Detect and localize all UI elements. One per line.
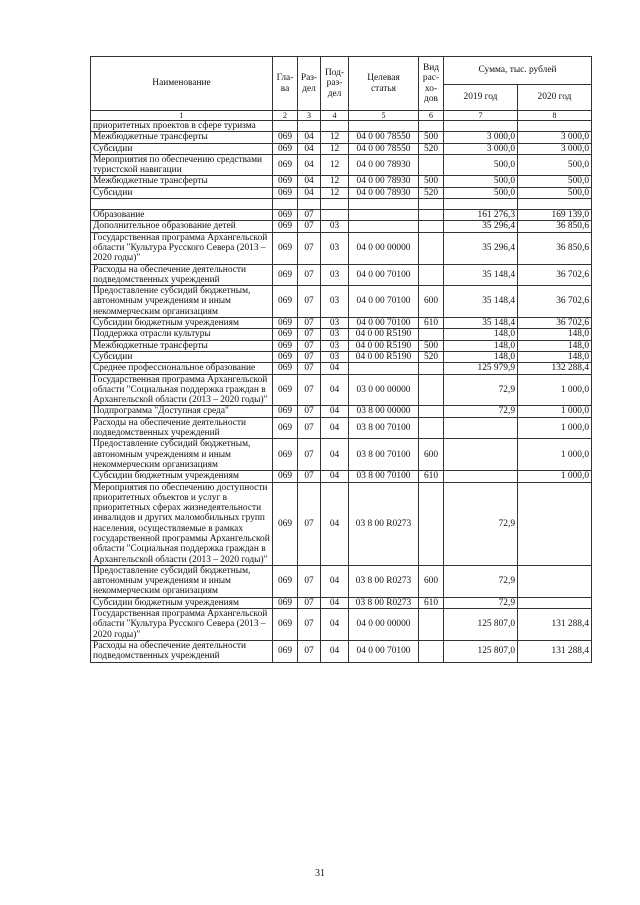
cell-2020: 1 000,0 bbox=[518, 374, 592, 406]
cell-2020: 148,0 bbox=[518, 351, 592, 362]
table-row bbox=[91, 143, 592, 154]
cell-2020: 36 850,6 bbox=[518, 221, 592, 232]
cell-name: Государственная программа Архангельской области "Социальная поддержка граждан в Архангельской области (2013 – 2020 годы)" bbox=[91, 374, 273, 406]
table-row bbox=[91, 210, 592, 221]
cell-vid bbox=[419, 154, 444, 176]
cell-podrazdel: 04 bbox=[321, 482, 349, 565]
table-row bbox=[91, 597, 592, 608]
cell-glava: 069 bbox=[273, 187, 298, 198]
cell-glava: 069 bbox=[273, 176, 298, 187]
cell-name: Межбюджетные трансферты bbox=[91, 176, 273, 187]
cell-2019: 35 148,4 bbox=[444, 264, 518, 286]
cell-target: 03 8 00 70100 bbox=[349, 417, 419, 439]
cell-target: 04 0 00 78550 bbox=[349, 143, 419, 154]
cell-2019: 500,0 bbox=[444, 154, 518, 176]
cell-vid: 610 bbox=[419, 471, 444, 482]
cell-name: Расходы на обеспечение деятельности подведомственных учреждений bbox=[91, 417, 273, 439]
cell-target: 04 0 00 70100 bbox=[349, 286, 419, 318]
table-row bbox=[91, 340, 592, 351]
cell-glava bbox=[273, 199, 298, 210]
cell-razdel bbox=[298, 121, 321, 132]
cell-glava: 069 bbox=[273, 132, 298, 143]
budget-table bbox=[90, 56, 592, 663]
cell-glava: 069 bbox=[273, 439, 298, 471]
cell-name: Расходы на обеспечение деятельности подведомственных учреждений bbox=[91, 640, 273, 662]
cell-name: Предоставление субсидий бюджетным, автономным учреждениям и иным некоммерческим организациям bbox=[91, 439, 273, 471]
cell-2020: 3 000,0 bbox=[518, 132, 592, 143]
table-body bbox=[91, 121, 592, 663]
cell-podrazdel: 03 bbox=[321, 318, 349, 329]
cell-2020: 500,0 bbox=[518, 187, 592, 198]
cell-podrazdel: 12 bbox=[321, 154, 349, 176]
cell-name: Подпрограмма "Доступная среда" bbox=[91, 406, 273, 417]
cell-2019 bbox=[444, 121, 518, 132]
header-year-2020: 2020 год bbox=[518, 85, 592, 111]
cell-razdel: 07 bbox=[298, 597, 321, 608]
cell-vid bbox=[419, 221, 444, 232]
cell-2020: 36 702,6 bbox=[518, 318, 592, 329]
table-row bbox=[91, 406, 592, 417]
cell-target: 04 0 00 00000 bbox=[349, 609, 419, 641]
cell-podrazdel: 12 bbox=[321, 143, 349, 154]
cell-razdel: 07 bbox=[298, 232, 321, 264]
cell-razdel: 07 bbox=[298, 340, 321, 351]
table-row bbox=[91, 609, 592, 641]
cell-razdel: 07 bbox=[298, 640, 321, 662]
cell-razdel: 07 bbox=[298, 286, 321, 318]
cell-2020: 3 000,0 bbox=[518, 143, 592, 154]
cell-2019: 148,0 bbox=[444, 329, 518, 340]
cell-2019: 72,9 bbox=[444, 406, 518, 417]
cell-target: 03 8 00 70100 bbox=[349, 439, 419, 471]
cell-podrazdel: 04 bbox=[321, 565, 349, 597]
cell-podrazdel: 04 bbox=[321, 374, 349, 406]
cell-razdel: 07 bbox=[298, 417, 321, 439]
cell-target: 04 0 00 R5190 bbox=[349, 351, 419, 362]
table-row bbox=[91, 640, 592, 662]
cell-vid: 600 bbox=[419, 286, 444, 318]
table-row bbox=[91, 286, 592, 318]
table-row bbox=[91, 482, 592, 565]
cell-glava: 069 bbox=[273, 640, 298, 662]
cell-podrazdel: 03 bbox=[321, 232, 349, 264]
cell-vid: 500 bbox=[419, 132, 444, 143]
cell-2019: 161 276,3 bbox=[444, 210, 518, 221]
cell-podrazdel: 04 bbox=[321, 417, 349, 439]
cell-glava: 069 bbox=[273, 329, 298, 340]
table-row bbox=[91, 565, 592, 597]
table-row bbox=[91, 363, 592, 374]
cell-podrazdel bbox=[321, 121, 349, 132]
cell-podrazdel: 04 bbox=[321, 439, 349, 471]
column-number: 6 bbox=[419, 111, 444, 121]
cell-podrazdel: 04 bbox=[321, 640, 349, 662]
cell-glava: 069 bbox=[273, 210, 298, 221]
cell-2019: 125 807,0 bbox=[444, 640, 518, 662]
cell-2020 bbox=[518, 199, 592, 210]
cell-2019: 125 979,9 bbox=[444, 363, 518, 374]
cell-razdel: 04 bbox=[298, 187, 321, 198]
cell-name: Субсидии bbox=[91, 351, 273, 362]
cell-name: Субсидии бюджетным учреждениям bbox=[91, 318, 273, 329]
cell-vid: 610 bbox=[419, 597, 444, 608]
cell-2019: 35 148,4 bbox=[444, 286, 518, 318]
cell-razdel: 07 bbox=[298, 439, 321, 471]
cell-2020: 36 702,6 bbox=[518, 286, 592, 318]
column-number: 7 bbox=[444, 111, 518, 121]
column-number: 3 bbox=[298, 111, 321, 121]
cell-target bbox=[349, 221, 419, 232]
cell-podrazdel bbox=[321, 210, 349, 221]
cell-glava: 069 bbox=[273, 363, 298, 374]
cell-name: Поддержка отрасли культуры bbox=[91, 329, 273, 340]
cell-2019 bbox=[444, 439, 518, 471]
table-row bbox=[91, 154, 592, 176]
cell-glava: 069 bbox=[273, 597, 298, 608]
cell-glava: 069 bbox=[273, 340, 298, 351]
header-year-2019: 2019 год bbox=[444, 85, 518, 111]
cell-name bbox=[91, 199, 273, 210]
cell-2020 bbox=[518, 565, 592, 597]
cell-glava bbox=[273, 121, 298, 132]
cell-target: 03 8 00 R0273 bbox=[349, 565, 419, 597]
header-target: Целевая статья bbox=[349, 57, 419, 111]
cell-2019: 148,0 bbox=[444, 351, 518, 362]
cell-razdel: 04 bbox=[298, 143, 321, 154]
cell-vid bbox=[419, 406, 444, 417]
cell-glava: 069 bbox=[273, 471, 298, 482]
cell-name: приоритетных проектов в сфере туризма bbox=[91, 121, 273, 132]
cell-2020: 148,0 bbox=[518, 340, 592, 351]
cell-podrazdel: 04 bbox=[321, 471, 349, 482]
cell-vid: 520 bbox=[419, 351, 444, 362]
cell-podrazdel: 04 bbox=[321, 363, 349, 374]
table-row bbox=[91, 329, 592, 340]
cell-2020: 1 000,0 bbox=[518, 471, 592, 482]
page-number: 31 bbox=[315, 868, 325, 879]
cell-name: Государственная программа Архангельской области "Культура Русского Севера (2013 – 2020 годы)" bbox=[91, 232, 273, 264]
cell-2020 bbox=[518, 597, 592, 608]
cell-glava: 069 bbox=[273, 286, 298, 318]
cell-name: Субсидии бюджетным учреждениям bbox=[91, 471, 273, 482]
table-row bbox=[91, 318, 592, 329]
cell-2019: 72,9 bbox=[444, 597, 518, 608]
header-sum: Сумма, тыс. рублей bbox=[444, 57, 592, 85]
cell-name: Образование bbox=[91, 210, 273, 221]
cell-name: Субсидии bbox=[91, 143, 273, 154]
cell-2020 bbox=[518, 482, 592, 565]
cell-target bbox=[349, 121, 419, 132]
cell-name: Предоставление субсидий бюджетным, автономным учреждениям и иным некоммерческим организациям bbox=[91, 286, 273, 318]
cell-name: Субсидии bbox=[91, 187, 273, 198]
table-row bbox=[91, 187, 592, 198]
table-row bbox=[91, 199, 592, 210]
cell-glava: 069 bbox=[273, 232, 298, 264]
header-vid: Вид рас- хо- дов bbox=[419, 57, 444, 111]
cell-2020 bbox=[518, 121, 592, 132]
cell-vid bbox=[419, 363, 444, 374]
header-podrazdel: Под- раз- дел bbox=[321, 57, 349, 111]
cell-vid: 500 bbox=[419, 340, 444, 351]
cell-2019 bbox=[444, 471, 518, 482]
cell-target: 04 0 00 70100 bbox=[349, 640, 419, 662]
cell-razdel: 04 bbox=[298, 132, 321, 143]
cell-vid bbox=[419, 482, 444, 565]
cell-glava: 069 bbox=[273, 609, 298, 641]
cell-razdel: 07 bbox=[298, 221, 321, 232]
cell-podrazdel: 12 bbox=[321, 187, 349, 198]
cell-2020: 36 850,6 bbox=[518, 232, 592, 264]
table-row bbox=[91, 121, 592, 132]
cell-razdel: 07 bbox=[298, 264, 321, 286]
cell-target bbox=[349, 363, 419, 374]
cell-glava: 069 bbox=[273, 417, 298, 439]
cell-name: Государственная программа Архангельской области "Культура Русского Севера (2013 – 2020 годы)" bbox=[91, 609, 273, 641]
cell-2019: 3 000,0 bbox=[444, 143, 518, 154]
cell-glava: 069 bbox=[273, 374, 298, 406]
cell-2020: 132 288,4 bbox=[518, 363, 592, 374]
cell-2019: 148,0 bbox=[444, 340, 518, 351]
cell-podrazdel: 03 bbox=[321, 286, 349, 318]
table-row bbox=[91, 374, 592, 406]
cell-podrazdel: 04 bbox=[321, 609, 349, 641]
cell-podrazdel: 03 bbox=[321, 340, 349, 351]
cell-2019: 500,0 bbox=[444, 176, 518, 187]
cell-razdel bbox=[298, 199, 321, 210]
cell-vid: 500 bbox=[419, 176, 444, 187]
cell-name: Предоставление субсидий бюджетным, автономным учреждениям и иным некоммерческим организациям bbox=[91, 565, 273, 597]
cell-2020: 36 702,6 bbox=[518, 264, 592, 286]
cell-target: 03 8 00 70100 bbox=[349, 471, 419, 482]
cell-glava: 069 bbox=[273, 154, 298, 176]
cell-razdel: 07 bbox=[298, 565, 321, 597]
cell-vid: 600 bbox=[419, 565, 444, 597]
cell-razdel: 07 bbox=[298, 329, 321, 340]
header-glava: Гла- ва bbox=[273, 57, 298, 111]
cell-2019: 72,9 bbox=[444, 482, 518, 565]
cell-vid bbox=[419, 329, 444, 340]
cell-razdel: 07 bbox=[298, 482, 321, 565]
cell-name: Межбюджетные трансферты bbox=[91, 340, 273, 351]
table-row bbox=[91, 439, 592, 471]
cell-glava: 069 bbox=[273, 351, 298, 362]
cell-2019: 72,9 bbox=[444, 565, 518, 597]
cell-target: 04 0 00 78550 bbox=[349, 132, 419, 143]
cell-podrazdel: 04 bbox=[321, 597, 349, 608]
cell-glava: 069 bbox=[273, 406, 298, 417]
cell-vid bbox=[419, 199, 444, 210]
table-row bbox=[91, 176, 592, 187]
cell-razdel: 07 bbox=[298, 471, 321, 482]
cell-target: 03 8 00 R0273 bbox=[349, 482, 419, 565]
table-row bbox=[91, 132, 592, 143]
cell-podrazdel: 12 bbox=[321, 132, 349, 143]
header-name: Наименование bbox=[91, 57, 273, 111]
table-row bbox=[91, 471, 592, 482]
cell-target: 03 8 00 00000 bbox=[349, 406, 419, 417]
cell-razdel: 04 bbox=[298, 176, 321, 187]
cell-razdel: 07 bbox=[298, 210, 321, 221]
cell-target: 04 0 00 70100 bbox=[349, 264, 419, 286]
cell-razdel: 07 bbox=[298, 406, 321, 417]
cell-vid: 610 bbox=[419, 318, 444, 329]
cell-razdel: 07 bbox=[298, 351, 321, 362]
cell-name: Расходы на обеспечение деятельности подведомственных учреждений bbox=[91, 264, 273, 286]
cell-podrazdel: 03 bbox=[321, 264, 349, 286]
cell-2019: 35 296,4 bbox=[444, 221, 518, 232]
cell-glava: 069 bbox=[273, 143, 298, 154]
column-number: 2 bbox=[273, 111, 298, 121]
column-number: 4 bbox=[321, 111, 349, 121]
cell-name: Мероприятия по обеспечению средствами туристской навигации bbox=[91, 154, 273, 176]
cell-2020: 148,0 bbox=[518, 329, 592, 340]
cell-vid bbox=[419, 264, 444, 286]
cell-2019: 35 296,4 bbox=[444, 232, 518, 264]
cell-2019 bbox=[444, 199, 518, 210]
cell-razdel: 07 bbox=[298, 318, 321, 329]
cell-2020: 1 000,0 bbox=[518, 439, 592, 471]
cell-target: 03 0 00 00000 bbox=[349, 374, 419, 406]
column-number: 8 bbox=[518, 111, 592, 121]
cell-2020: 169 139,0 bbox=[518, 210, 592, 221]
cell-name: Дополнительное образование детей bbox=[91, 221, 273, 232]
cell-name: Субсидии бюджетным учреждениям bbox=[91, 597, 273, 608]
column-number: 5 bbox=[349, 111, 419, 121]
cell-glava: 069 bbox=[273, 221, 298, 232]
cell-glava: 069 bbox=[273, 482, 298, 565]
cell-podrazdel: 03 bbox=[321, 351, 349, 362]
cell-podrazdel: 04 bbox=[321, 406, 349, 417]
column-number-row bbox=[91, 111, 592, 121]
cell-vid bbox=[419, 640, 444, 662]
cell-vid bbox=[419, 609, 444, 641]
cell-vid bbox=[419, 121, 444, 132]
cell-glava: 069 bbox=[273, 318, 298, 329]
cell-vid: 520 bbox=[419, 143, 444, 154]
header-razdel: Раз- дел bbox=[298, 57, 321, 111]
cell-glava: 069 bbox=[273, 264, 298, 286]
cell-target: 04 0 00 R5190 bbox=[349, 329, 419, 340]
cell-vid bbox=[419, 232, 444, 264]
cell-2019: 72,9 bbox=[444, 374, 518, 406]
cell-2020: 131 288,4 bbox=[518, 640, 592, 662]
table-row bbox=[91, 351, 592, 362]
table-row bbox=[91, 417, 592, 439]
cell-2020: 131 288,4 bbox=[518, 609, 592, 641]
cell-2020: 1 000,0 bbox=[518, 417, 592, 439]
cell-podrazdel: 12 bbox=[321, 176, 349, 187]
cell-2020: 500,0 bbox=[518, 176, 592, 187]
cell-vid: 520 bbox=[419, 187, 444, 198]
cell-2019 bbox=[444, 417, 518, 439]
cell-target bbox=[349, 199, 419, 210]
cell-vid bbox=[419, 417, 444, 439]
cell-2019: 500,0 bbox=[444, 187, 518, 198]
cell-podrazdel: 03 bbox=[321, 221, 349, 232]
cell-name: Среднее профессиональное образование bbox=[91, 363, 273, 374]
cell-target: 04 0 00 78930 bbox=[349, 176, 419, 187]
cell-podrazdel: 03 bbox=[321, 329, 349, 340]
cell-2020: 500,0 bbox=[518, 154, 592, 176]
cell-razdel: 07 bbox=[298, 363, 321, 374]
cell-vid bbox=[419, 210, 444, 221]
cell-target: 04 0 00 R5190 bbox=[349, 340, 419, 351]
column-number: 1 bbox=[91, 111, 273, 121]
cell-razdel: 07 bbox=[298, 609, 321, 641]
cell-glava: 069 bbox=[273, 565, 298, 597]
table-row bbox=[91, 264, 592, 286]
cell-2019: 3 000,0 bbox=[444, 132, 518, 143]
cell-target: 04 0 00 00000 bbox=[349, 232, 419, 264]
cell-name: Мероприятия по обеспечению доступности приоритетных объектов и услуг в приоритетных сферах жизнедеятельности инвалидов и других маломобильных групп населения, осуществляемые в рамках государственной программы Архангельской области "Социальная поддержка граждан в Архангельской области (2013 – 2020 годы)" bbox=[91, 482, 273, 565]
cell-razdel: 07 bbox=[298, 374, 321, 406]
cell-vid: 600 bbox=[419, 439, 444, 471]
cell-target: 04 0 00 78930 bbox=[349, 187, 419, 198]
table-row bbox=[91, 221, 592, 232]
cell-name: Межбюджетные трансферты bbox=[91, 132, 273, 143]
cell-target: 03 8 00 R0273 bbox=[349, 597, 419, 608]
cell-razdel: 04 bbox=[298, 154, 321, 176]
cell-target: 04 0 00 78930 bbox=[349, 154, 419, 176]
cell-2019: 35 148,4 bbox=[444, 318, 518, 329]
cell-2020: 1 000,0 bbox=[518, 406, 592, 417]
cell-vid bbox=[419, 374, 444, 406]
cell-podrazdel bbox=[321, 199, 349, 210]
cell-2019: 125 807,0 bbox=[444, 609, 518, 641]
cell-target bbox=[349, 210, 419, 221]
cell-target: 04 0 00 70100 bbox=[349, 318, 419, 329]
table-row bbox=[91, 232, 592, 264]
